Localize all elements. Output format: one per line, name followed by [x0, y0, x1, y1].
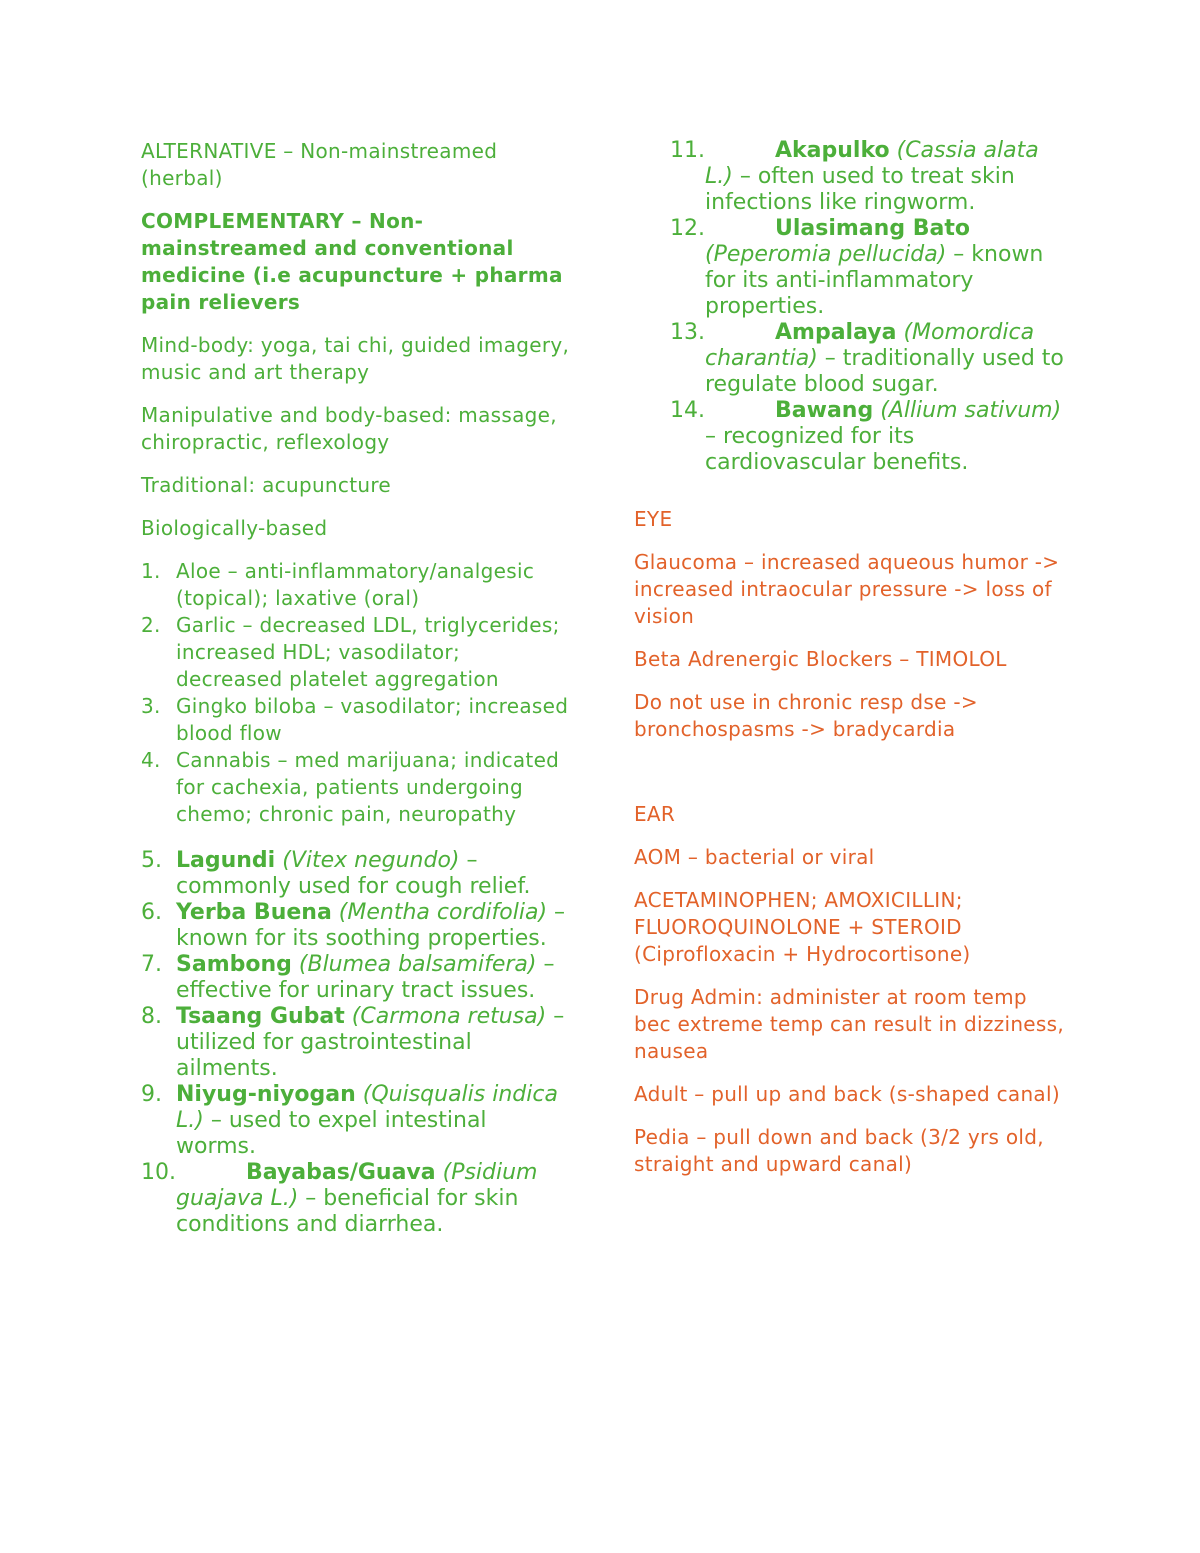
drug-admin-paragraph: Drug Admin: administer at room temp bec extreme temp can result in dizziness, nausea — [634, 985, 1064, 1063]
list-item: 11. Akapulko (Cassia alata L.) – often used to treat skin infections like ringworm. — [670, 138, 1039, 215]
list-item: 14. Bawang (Allium sativum) – recognized for its cardiovascular benefits. — [670, 398, 1062, 475]
do-not-use-paragraph: Do not use in chronic resp dse -> bronchospasms -> bradycardia — [634, 690, 978, 741]
list-item: 7. Sambong (Blumea balsamifera) – effective for urinary tract issues. — [141, 952, 555, 1003]
list-item: 6. Yerba Buena (Mentha cordifolia) – known for its soothing properties. — [141, 900, 566, 951]
list-item: 4. Cannabis – med marijuana; indicated for cachexia, patients undergoing chemo; chronic pain, neuropathy — [141, 748, 560, 826]
manipulative-paragraph: Manipulative and body-based: massage, chiropractic, reflexology — [141, 403, 557, 454]
adult-paragraph: Adult – pull up and back (s-shaped canal) — [634, 1082, 1060, 1106]
pedia-paragraph: Pedia – pull down and back (3/2 yrs old, straight and upward canal) — [634, 1125, 1044, 1176]
herb-list — [106, 848, 571, 1238]
list-item: 12. Ulasimang Bato (Peperomia pellucida) – known for its anti-inflammatory properties. — [670, 216, 1044, 319]
herb-list-continued — [634, 138, 1064, 476]
drugs-paragraph: ACETAMINOPHEN; AMOXICILLIN; FLUOROQUINOLONE + STEROID (Ciprofloxacin + Hydrocortisone) — [634, 888, 971, 966]
list-item: 10. Bayabas/Guava (Psidium guajava L.) – beneficial for skin conditions and diarrhea. — [141, 1160, 538, 1237]
biologically-based-list — [106, 558, 571, 828]
alternative-paragraph: ALTERNATIVE – Non-mainstreamed (herbal) — [141, 139, 498, 190]
list-item: 1. Aloe – anti-inflammatory/analgesic (topical); laxative (oral) — [141, 559, 535, 610]
glaucoma-paragraph: Glaucoma – increased aqueous humor -> increased intraocular pressure -> loss of vision — [634, 550, 1060, 628]
ear-heading: EAR — [634, 802, 676, 826]
list-item: 9. Niyug-niyogan (Quisqualis indica L.) – used to expel intestinal worms. — [141, 1082, 558, 1159]
beta-blockers-paragraph: Beta Adrenergic Blockers – TIMOLOL — [634, 647, 1007, 671]
eye-heading: EYE — [634, 507, 673, 531]
mind-body-paragraph: Mind-body: yoga, tai chi, guided imagery, music and art therapy — [141, 333, 570, 384]
complementary-paragraph: COMPLEMENTARY – Non-mainstreamed and conventional medicine (i.e acupuncture + pharma pain relievers — [141, 209, 563, 314]
list-item: 2. Garlic – decreased LDL, triglycerides; increased HDL; vasodilator; decreased platelet aggregation — [141, 613, 560, 691]
biologically-based-heading: Biologically-based — [141, 516, 328, 540]
list-item: 8. Tsaang Gubat (Carmona retusa) – utilized for gastrointestinal ailments. — [141, 1004, 565, 1081]
list-item: 5. Lagundi (Vitex negundo) – commonly used for cough relief. — [141, 848, 531, 899]
list-item: 13. Ampalaya (Momordica charantia) – traditionally used to regulate blood sugar. — [670, 320, 1064, 397]
right-column — [634, 138, 1064, 1194]
list-item: 3. Gingko biloba – vasodilator; increased blood flow — [141, 694, 569, 745]
left-column — [141, 138, 571, 1238]
traditional-paragraph: Traditional: acupuncture — [141, 473, 392, 497]
aom-paragraph: AOM – bacterial or viral — [634, 845, 875, 869]
